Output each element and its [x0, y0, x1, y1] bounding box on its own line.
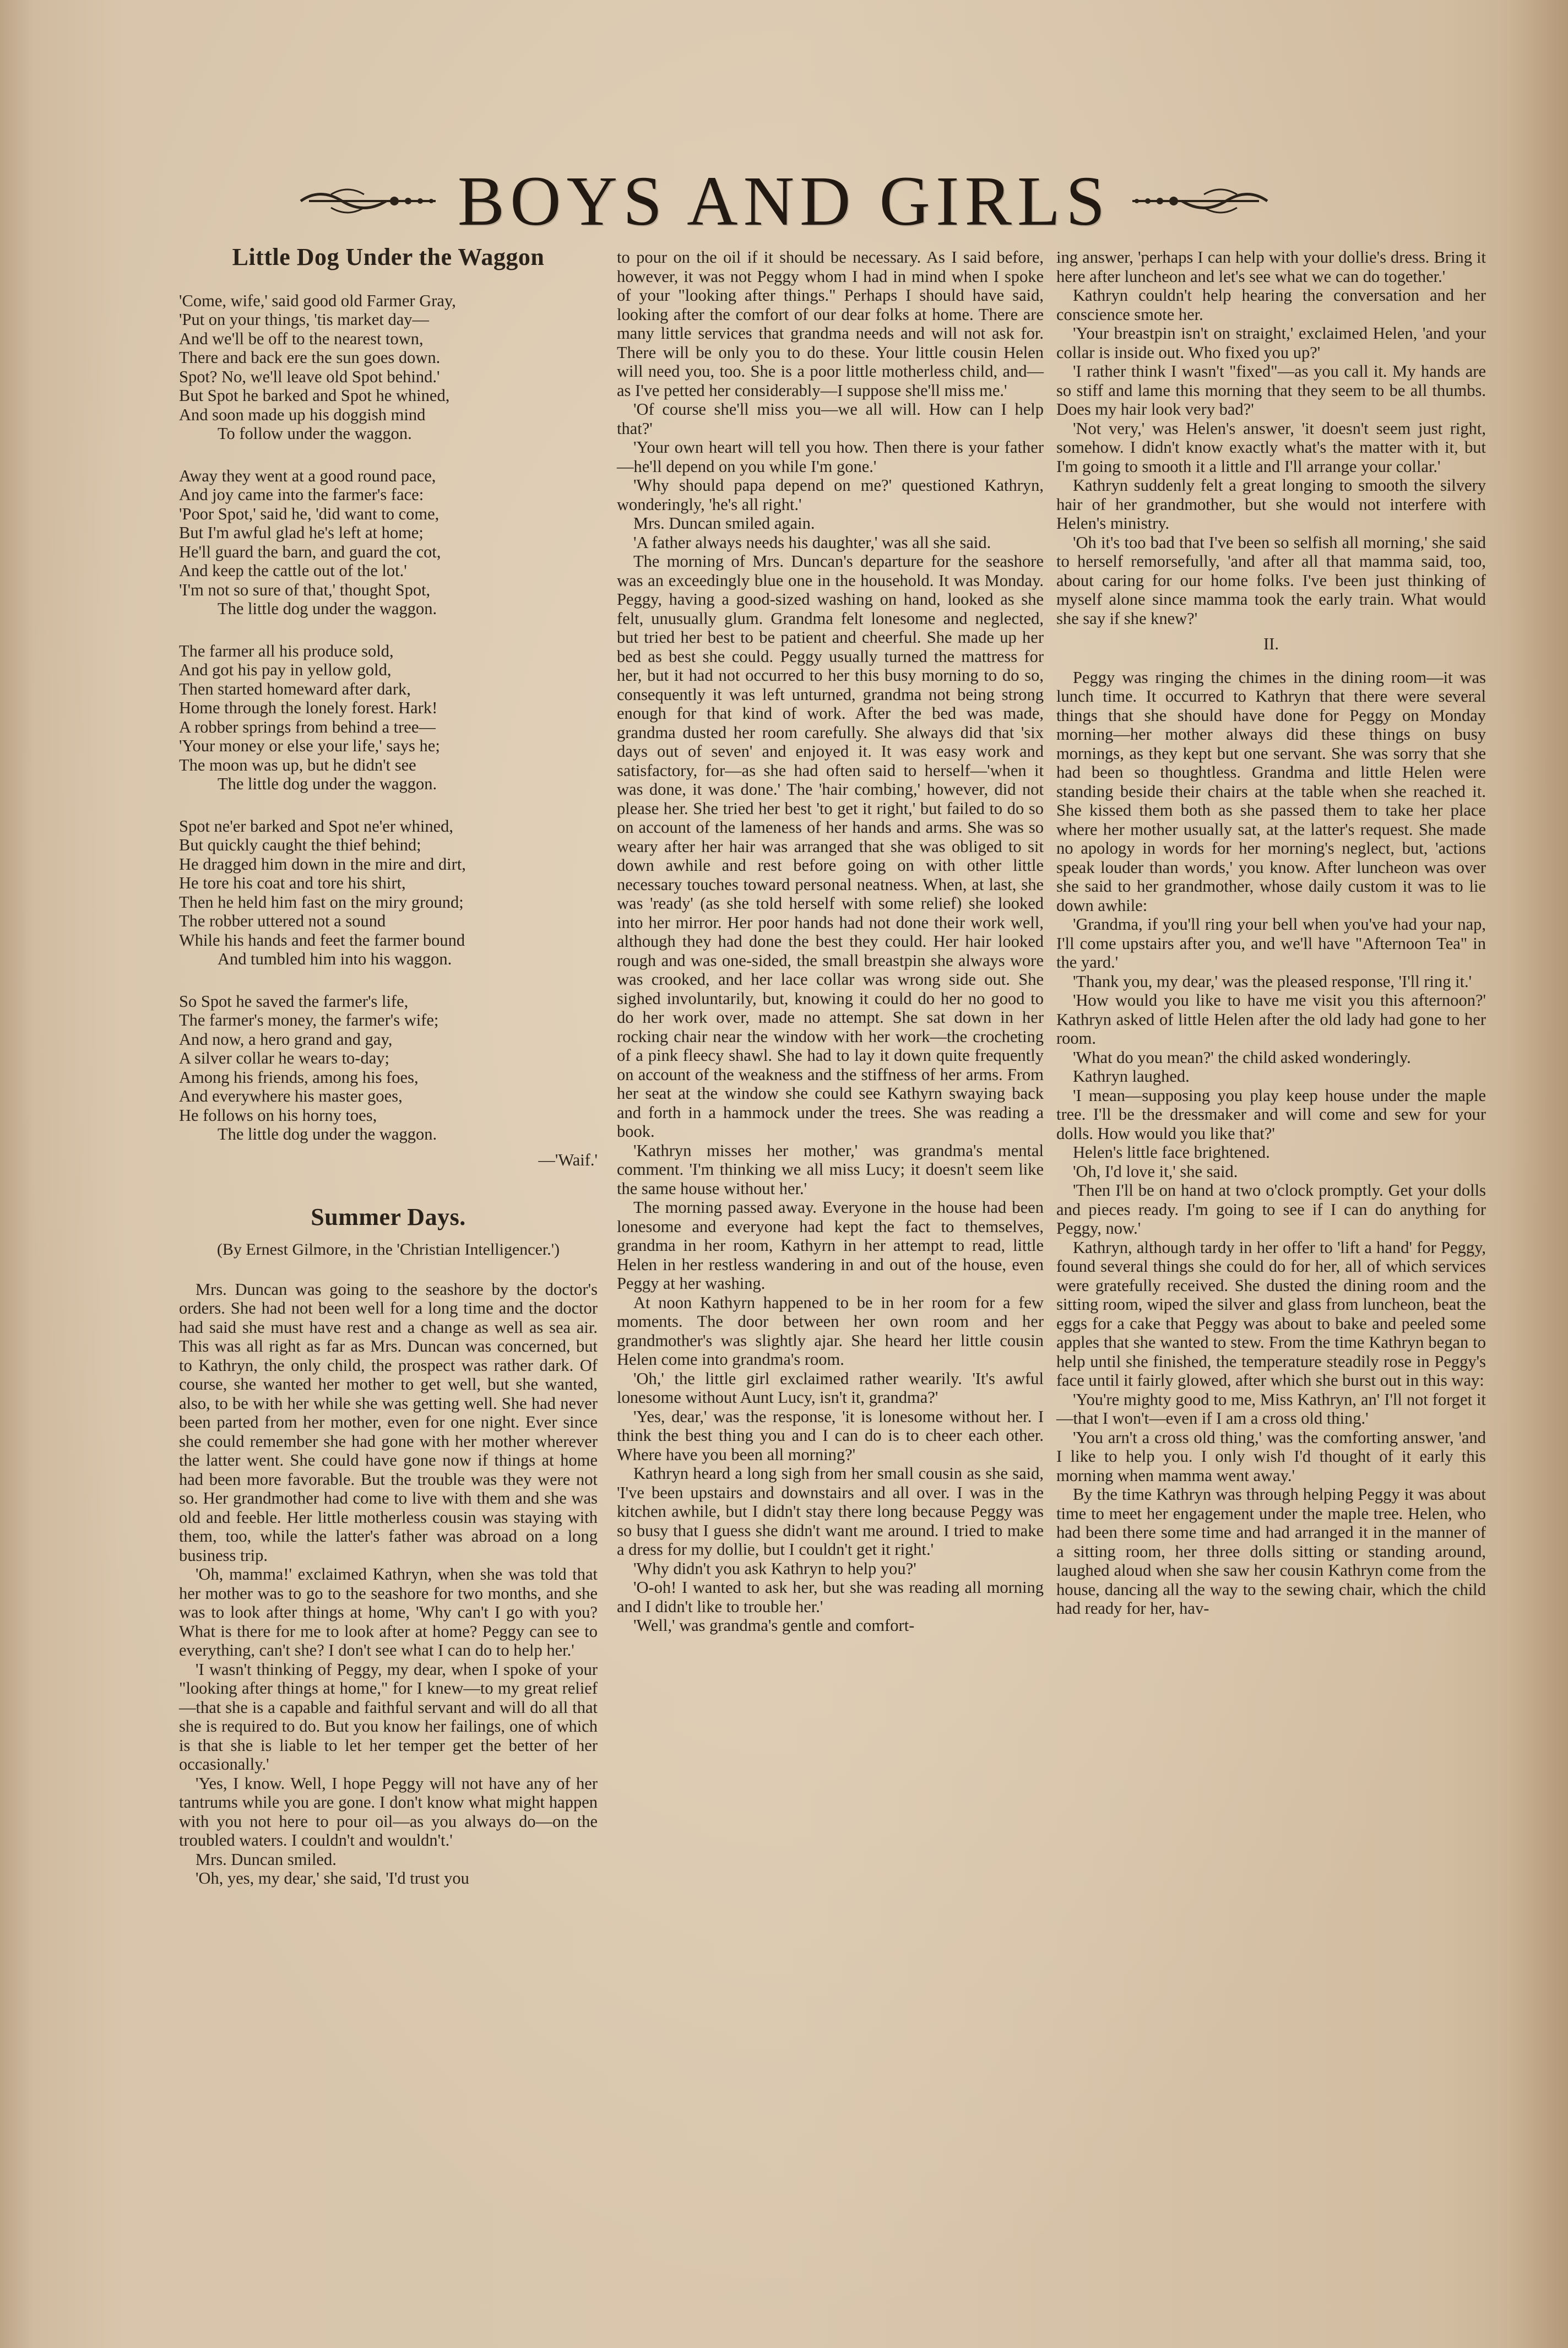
- poem-line: The robber uttered not a sound: [179, 912, 386, 930]
- poem-line: To follow under the waggon.: [218, 424, 412, 443]
- story-paragraph: Mrs. Duncan was going to the seashore by the doctor's orders. She had not been well for a long time and the doctor had said she must have rest and a change as well as sea air. This was all right as far as Mrs. Duncan was concerned, but to Kathryn, the only child, the prospect was rather dark. Of course, she wanted her mother to get well, but she wanted, also, to be with her while she was getting well. She had never been parted from her mother, even for one night. Ever since she could remember she had gone with her mother wherever the latter went. She could have gone now if things at home had been more favorable. But the trouble was they were not so. Her grandmother had come to live with them and she was old and feeble. Her little motherless cousin was staying with them, too, while the latter's father was abroad on a long business trip.: [179, 1279, 598, 1565]
- poem-title: Little Dog Under the Waggon: [232, 243, 545, 270]
- poem-line: The farmer's money, the farmer's wife;: [179, 1011, 439, 1029]
- section-number: II.: [1263, 635, 1279, 653]
- story-paragraph: 'Oh, mamma!' exclaimed Kathryn, when she was told that her mother was to go to the seashore for two months, and she was to look after things at home, 'Why can't I go with you? What is there for me to look after at home? Peggy can see to everything, can't she? I don't see what I can do to help her.': [179, 1565, 598, 1660]
- poem-line: He dragged him down in the mire and dirt,: [179, 854, 466, 874]
- poem-line: Spot ne'er barked and Spot ne'er whined,: [179, 816, 454, 836]
- section-title: BOYS AND GIRLS: [457, 161, 1111, 240]
- story-paragraph: 'How would you like to have me visit you this afternoon?' Kathryn asked of little Helen after the old lady had gone to her room.: [1056, 991, 1486, 1048]
- poem-line: And everywhere his master goes,: [179, 1087, 403, 1105]
- story-paragraph: 'I wasn't thinking of Peggy, my dear, when I spoke of your "looking after things at home," for I knew—to my great relief—that she is a capable and faithful servant and will do all that she is required to do. But you know her failings, one of which is that she is liable to let her temper get the better of her occasionally.': [179, 1660, 598, 1774]
- story-column-3-text-part1: [1056, 248, 1486, 628]
- poem-stanza: [179, 817, 598, 969]
- story-paragraph: 'Oh,' the little girl exclaimed rather wearily. 'It's awful lonesome without Aunt Lucy, isn't it, grandma?': [617, 1369, 1044, 1407]
- story-paragraph: 'Well,' was grandma's gentle and comfort-: [633, 1616, 915, 1635]
- poem-line: The moon was up, but he didn't see: [179, 755, 416, 774]
- story-paragraph: 'Your breastpin isn't on straight,' exclaimed Helen, 'and your collar is inside out. Who fixed you up?': [1056, 324, 1486, 362]
- poem-line: The little dog under the waggon.: [218, 774, 437, 793]
- poem-line: And joy came into the farmer's face:: [179, 485, 424, 504]
- poem-line: 'Put on your things, 'tis market day—: [179, 310, 430, 329]
- poem-line: Then he held him fast on the miry ground;: [179, 892, 464, 912]
- poem-line: Home through the lonely forest. Hark!: [179, 698, 438, 717]
- poem-line: The little dog under the waggon.: [218, 599, 437, 618]
- poem-line: While his hands and feet the farmer bound: [179, 930, 465, 950]
- poem-line: The farmer all his produce sold,: [179, 641, 394, 660]
- story-paragraph: 'You're mighty good to me, Miss Kathryn, an' I'll not forget it—that I won't—even if I am a cross old thing.': [1056, 1390, 1486, 1428]
- poem-line: And tumbled him into his waggon.: [218, 950, 452, 968]
- column-2: [617, 248, 1044, 1635]
- poem-line: And we'll be off to the nearest town,: [179, 329, 424, 348]
- poem-line: Spot? No, we'll leave old Spot behind.': [179, 367, 440, 386]
- story-paragraph: 'What do you mean?' the child asked wonderingly.: [1073, 1048, 1411, 1067]
- story-paragraph: ing answer, 'perhaps I can help with your dollie's dress. Bring it here after luncheon and let's see what we can do together.': [1056, 248, 1486, 286]
- poem-line: So Spot he saved the farmer's life,: [179, 991, 409, 1011]
- story-title: Summer Days.: [311, 1203, 466, 1230]
- poem-line: There and back ere the sun goes down.: [179, 348, 441, 367]
- story-paragraph: Kathryn suddenly felt a great longing to smooth the silvery hair of her grandmother, but she would not interfere with Helen's ministry.: [1056, 476, 1486, 533]
- story-column-2-text: [617, 248, 1044, 1635]
- poem-line: The little dog under the waggon.: [218, 1125, 437, 1143]
- column-3: [1056, 248, 1486, 1618]
- poem-line: He follows on his horny toes,: [179, 1105, 377, 1125]
- story-paragraph: 'O-oh! I wanted to ask her, but she was reading all morning and I didn't like to trouble her.': [617, 1578, 1044, 1616]
- story-paragraph: 'Yes, I know. Well, I hope Peggy will not have any of her tantrums while you are gone. I don't know what might happen with you not here to pour oil—as you always do—on the troubled waters. I couldn't and wouldn't.': [179, 1774, 598, 1850]
- poem-line: But Spot he barked and Spot he whined,: [179, 386, 450, 405]
- story-paragraph: 'Then I'll be on hand at two o'clock promptly. Get your dolls and pieces ready. I'm going to see if I can do anything for Peggy, now.': [1056, 1181, 1486, 1238]
- story-byline: (By Ernest Gilmore, in the 'Christian Intelligencer.'): [216, 1240, 560, 1259]
- page-edge-shadow-right: [1509, 0, 1568, 2348]
- story-paragraph: 'Yes, dear,' was the response, 'it is lonesome without her. I think the best thing you and I can do is to cheer each other. Where have you been all morning?': [617, 1407, 1044, 1464]
- section-masthead: [0, 160, 1568, 242]
- poem-line: Among his friends, among his foes,: [179, 1067, 419, 1087]
- story-paragraph: 'Grandma, if you'll ring your bell when you've had your nap, I'll come upstairs after you, and we'll have "Afternoon Tea" in the yard.': [1056, 915, 1486, 972]
- poem-stanza: [179, 467, 598, 619]
- poem-line: But I'm awful glad he's left at home;: [179, 523, 424, 542]
- story-paragraph: 'Oh it's too bad that I've been so selfish all morning,' she said to herself remorsefully, 'and after all that mamma said, too, about caring for our home folks. I've been just thinking of myself alone since mamma took the early train. What would she say if she knew?': [1056, 533, 1486, 628]
- story-column-3-text-part2: [1056, 668, 1486, 1618]
- poem-stanza: [179, 642, 598, 794]
- poem-line: He tore his coat and tore his shirt,: [179, 874, 406, 892]
- story-paragraph: 'Your own heart will tell you how. Then there is your father—he'll depend on you while I'm gone.': [617, 438, 1044, 476]
- story-paragraph: Kathryn couldn't help hearing the conversation and her conscience smote her.: [1056, 286, 1486, 324]
- poem-line: 'Your money or else your life,' says he;: [179, 736, 440, 755]
- poem-line: And got his pay in yellow gold,: [179, 660, 392, 679]
- story-paragraph: Mrs. Duncan smiled.: [196, 1850, 337, 1869]
- story-paragraph: The morning of Mrs. Duncan's departure for the seashore was an exceedingly blue one in the household. It was Monday. Peggy, having a good-sized washing on hand, looked as she felt, unusually glum. Grandma felt lonesome and neglected, but tried her best to be patient and cheerful. She made up her bed as best she could. Peggy usually turned the mattress for her, but it had not occurred to her this busy morning to do so, consequently it was left unturned, grandma not being strong enough for that kind of work. After the bed was made, grandma dusted her room carefully. She always did that 'six days out of seven' and enjoyed it. It was easy work and satisfactory, for—as she had often said to herself—'when it was done, it was done.' The 'hair combing,' however, did not please her. She tried her best 'to get it right,' but failed to do so on account of the lameness of her hands and arms. She was so weary after her hair was arranged that she was obliged to sit down awhile and rest before going on with other little necessary touches toward personal neatness. When, at last, she was 'ready' (as she told herself with some relief) she looked into her mirror. Her poor hands had not done their work well, although they had done the best they could. Her hair looked rough and was one-sided, the small breastpin she always wore was crooked, and her lace collar was wrong side out. She sighed involuntarily, but, knowing it could do her no good to do her work over, made no attempt. She sat down in her rocking chair near the window with her work—the crocheting of a pink fleecy shawl. She had to lay it down quite frequently on account of the weakness and the stiffness of her arms. From her seat at the window she could see Kathyrn swaying back and forth in a hammock under the trees. She was reading a book.: [617, 552, 1044, 1141]
- story-paragraph: 'Why should papa depend on me?' questioned Kathryn, wonderingly, 'he's all right.': [617, 476, 1044, 514]
- poem-line: And keep the cattle out of the lot.': [179, 561, 407, 580]
- story-paragraph: Kathryn heard a long sigh from her small cousin as she said, 'I've been upstairs and downstairs and all over. I was in the kitchen awhile, but I didn't stay there long because Peggy was so busy that I guess she didn't want me around. I tried to make a dress for my dollie, but I couldn't get it right.': [617, 1464, 1044, 1559]
- poem-line: Away they went at a good round pace,: [179, 466, 436, 485]
- story-paragraph: 'Of course she'll miss you—we all will. How can I help that?': [617, 400, 1044, 438]
- story-paragraph: 'Thank you, my dear,' was the pleased response, 'I'll ring it.': [1073, 972, 1472, 991]
- story-paragraph: The morning passed away. Everyone in the house had been lonesome and everyone had kept the fact to themselves, grandma in her room, Kathyrn in her attempt to read, little Helen in her restless wandering in and out of the house, even Peggy at her washing.: [617, 1198, 1044, 1293]
- story-paragraph: 'Not very,' was Helen's answer, 'it doesn't seem just right, somehow. I didn't know exactly what's the matter with it, but I'm going to smooth it a little and I'll arrange your collar.': [1056, 419, 1486, 476]
- story-paragraph: Mrs. Duncan smiled again.: [633, 514, 815, 533]
- poem-body: [179, 291, 598, 1144]
- page-edge-shadow-left: [0, 0, 33, 2348]
- story-paragraph: 'A father always needs his daughter,' was all she said.: [633, 533, 991, 552]
- story-paragraph: Helen's little face brightened.: [1073, 1143, 1270, 1162]
- poem-stanza: [179, 992, 598, 1144]
- story-paragraph: 'I rather think I wasn't "fixed"—as you call it. My hands are so stiff and lame this morning that they seem to be all thumbs. Does my hair look very bad?': [1056, 362, 1486, 419]
- story-paragraph: 'Oh, I'd love it,' she said.: [1073, 1162, 1238, 1181]
- poem-line: He'll guard the barn, and guard the cot,: [179, 542, 441, 561]
- column-1: [179, 243, 598, 1888]
- story-paragraph: 'I mean—supposing you play keep house under the maple tree. I'll be the dressmaker and will come and sew for your dolls. How would you like that?': [1056, 1086, 1486, 1143]
- poem-stanza: [179, 291, 598, 443]
- poem-line: 'Poor Spot,' said he, 'did want to come,: [179, 504, 440, 523]
- poem-line: 'I'm not so sure of that,' thought Spot,: [179, 580, 431, 599]
- story-paragraph: By the time Kathryn was through helping Peggy it was about time to meet her engagement under the maple tree. Helen, who had been there some time and had arranged it in the manner of a sitting room, her three dolls sitting or standing around, laughed aloud when she saw her cousin Kathryn come from the house, dancing all the way to the sewing chair, which the child had ready for her, hav-: [1056, 1485, 1486, 1618]
- story-paragraph: Peggy was ringing the chimes in the dining room—it was lunch time. It occurred to Kathryn that there were several things that she should have done for Peggy on Monday morning—her mother always did these things on busy mornings, as they kept but one servant. She was sorry that she had been so thoughtless. Grandma and little Helen were standing beside their chairs at the table when she reached it. She kissed them both as she passed them to take her place where her mother usually sat, at the latter's request. She made no apology in words for her morning's neglect, but, 'actions speak louder than words,' you know. After luncheon was over she said to her grandmother, whose daily custom it was to lie down awhile:: [1056, 668, 1486, 915]
- story-paragraph: 'You arn't a cross old thing,' was the comforting answer, 'and I like to help you. I only wish I'd thought of it early this morning when mamma went away.': [1056, 1428, 1486, 1485]
- poem-attribution: —'Waif.': [538, 1150, 598, 1169]
- story-paragraph: Kathryn laughed.: [1073, 1067, 1190, 1086]
- story-paragraph: 'Oh, yes, my dear,' she said, 'I'd trust you: [196, 1869, 469, 1888]
- story-paragraph: Kathryn, although tardy in her offer to 'lift a hand' for Peggy, found several things she could do for her, all of which services were gratefully received. She dusted the dining room and the sitting room, wiped the silver and glass from luncheon, beat the eggs for a cake that Peggy was about to bake and peeled some apples that she wanted to stew. From the time Kathryn began to help until she finished, the temperature steadily rose in Peggy's face until it fairly glowed, after which she burst out in this way:: [1056, 1238, 1486, 1390]
- left-ornament-icon: [298, 185, 441, 218]
- poem-line: 'Come, wife,' said good old Farmer Gray,: [179, 291, 456, 310]
- story-paragraph: to pour on the oil if it should be necessary. As I said before, however, it was not Peggy whom I had in mind when I spoke of your "looking after things." Perhaps I should have said, looking after the comfort of our dear folks at home. There are many little services that grandma needs and will not ask for. There will be only you to do these. Your little cousin Helen will need you, too. She is a poor little motherless child, and—as I've petted her considerably—I suppose she'll miss me.': [617, 248, 1044, 400]
- poem-line: And now, a hero grand and gay,: [179, 1029, 393, 1049]
- story-paragraph: At noon Kathyrn happened to be in her room for a few moments. The door between her own room and her grandmother's was slightly ajar. She heard her little cousin Helen come into grandma's room.: [617, 1293, 1044, 1369]
- story-paragraph: 'Kathryn misses her mother,' was grandma's mental comment. 'I'm thinking we all miss Lucy; it doesn't seem like the same house without her.': [617, 1141, 1044, 1198]
- poem-line: But quickly caught the thief behind;: [179, 836, 421, 854]
- story-column-1-text: [179, 1280, 598, 1888]
- poem-line: A silver collar he wears to-day;: [179, 1049, 389, 1067]
- right-ornament-icon: [1127, 185, 1270, 218]
- poem-line: A robber springs from behind a tree—: [179, 717, 436, 736]
- poem-line: And soon made up his doggish mind: [179, 405, 426, 424]
- poem-line: Then started homeward after dark,: [179, 679, 411, 698]
- story-paragraph: 'Why didn't you ask Kathryn to help you?': [633, 1559, 916, 1578]
